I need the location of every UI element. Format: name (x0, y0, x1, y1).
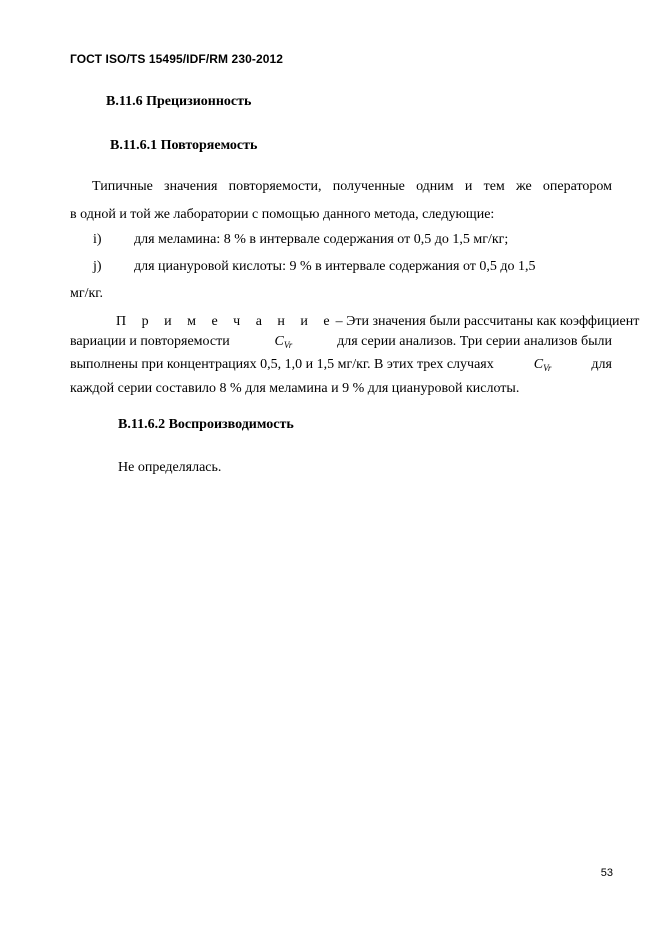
list-marker: i) (93, 232, 102, 247)
note-line-2 (70, 333, 612, 354)
section-title-precision: B.11.6 Прецизионность (106, 94, 252, 109)
list-marker: j) (93, 259, 102, 274)
note-line-3 (70, 356, 612, 377)
page-number: 53 (600, 867, 613, 879)
reproducibility-text: Не определялась. (118, 460, 222, 475)
note-line-2-post: для серии анализов. Три серии анализов были (337, 334, 612, 349)
list-item-text: для меламина: 8 % в интервале содержания от 0,5 до 1,5 мг/кг; (134, 232, 509, 247)
repeatability-intro-line-1: Типичные значения повторяемости, полученные одним и тем же оператором (92, 179, 612, 194)
subsection-title-repeatability: B.11.6.1 Повторяемость (110, 138, 258, 153)
note-line-3-post: для (591, 357, 612, 372)
cvr-symbol: $C_{Vr}$ (274, 334, 293, 350)
document-code-header: ГОСТ ISO/TS 15495/IDF/RM 230-2012 (70, 52, 284, 66)
cvr-symbol: $C_{Vr}$ (533, 357, 552, 373)
repeatability-intro-line-2: в одной и той же лаборатории с помощью данного метода, следующие: (70, 207, 495, 222)
note-line-1-text: – Эти значения были рассчитаны как коэффициент (335, 314, 640, 329)
subsection-title-reproducibility: B.11.6.2 Воспроизводимость (118, 417, 294, 432)
note-line-4: каждой серии составило 8 % для меламина и 9 % для циануровой кислоты. (70, 381, 520, 396)
note-line-1 (116, 313, 640, 331)
list-item-continuation: мг/кг. (70, 286, 103, 301)
note-line-3-pre: выполнены при концентрациях 0,5, 1,0 и 1,5 мг/кг. В этих трех случаях (70, 357, 494, 372)
list-item-text: для циануровой кислоты: 9 % в интервале содержания от 0,5 до 1,5 (134, 259, 536, 274)
note-label: П р и м е ч а н и е (116, 314, 336, 329)
note-line-2-pre: вариации и повторяемости (70, 334, 230, 349)
